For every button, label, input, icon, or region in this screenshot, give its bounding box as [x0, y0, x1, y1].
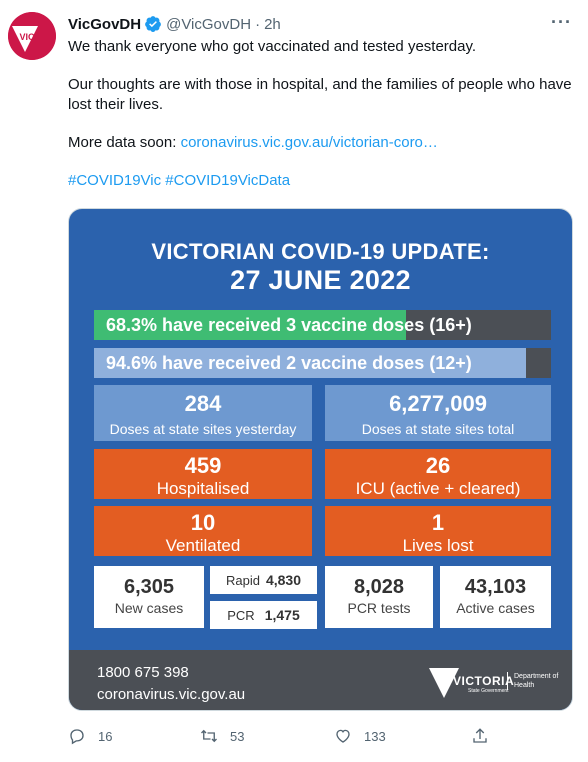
rapid-box: [210, 566, 317, 594]
vaccine-bar-2-doses: [94, 348, 551, 378]
timestamp[interactable]: 2h: [264, 15, 281, 33]
tweet-actions: [68, 724, 538, 748]
card-date: 27 JUNE 2022: [230, 265, 411, 295]
ventilated-value: 10: [190, 510, 216, 535]
like-button[interactable]: [334, 727, 386, 745]
retweet-count: 53: [230, 728, 245, 744]
icu-value: 26: [425, 453, 451, 478]
doses-yesterday-caption: Doses at state sites yesterday: [109, 421, 297, 437]
tweet-hashtags: [68, 171, 572, 191]
doses-yesterday-box: [94, 385, 312, 441]
like-count: 133: [364, 728, 386, 744]
handle[interactable]: @VicGovDH: [166, 15, 252, 33]
hashtag-covid19vicdata[interactable]: #COVID19VicData: [165, 172, 291, 189]
tweet-line-3: [68, 133, 572, 153]
avatar-text: VIC: [19, 32, 35, 42]
tweet-header: [68, 14, 572, 34]
more-options-icon[interactable]: ···: [551, 12, 572, 32]
pcr-value: 1,475: [264, 607, 300, 623]
pcr-tests-caption: PCR tests: [347, 600, 411, 616]
tweet-line-2: Our thoughts are with those in hospital, and the families of people who have lost their lives.: [68, 76, 572, 113]
card-title: VICTORIAN COVID-19 UPDATE:: [151, 239, 490, 264]
hashtag-covid19vic[interactable]: #COVID19Vic: [68, 172, 162, 189]
pcr-box: [210, 601, 317, 629]
tweet-text: [68, 37, 572, 191]
vic-logo-icon: [8, 12, 56, 60]
separator-dot: ·: [255, 15, 261, 33]
active-cases-box: [440, 566, 551, 628]
retweet-button[interactable]: [200, 727, 244, 745]
tweet-link[interactable]: coronavirus.vic.gov.au/victorian-coro…: [180, 134, 438, 151]
new-cases-box: [94, 566, 204, 628]
icu-caption: ICU (active + cleared): [355, 479, 521, 498]
lives-lost-caption: Lives lost: [402, 536, 474, 555]
verified-badge-icon: [144, 15, 162, 33]
display-name[interactable]: VicGovDH: [68, 15, 142, 33]
doses-total-box: [325, 385, 551, 441]
rapid-value: 4,830: [265, 572, 301, 588]
pcr-tests-box: [325, 566, 433, 628]
pcr-label: PCR: [227, 607, 255, 623]
covid-update-image[interactable]: [68, 208, 573, 711]
retweet-icon: [200, 727, 218, 745]
new-cases-caption: New cases: [114, 600, 184, 616]
footer-url: coronavirus.vic.gov.au: [97, 686, 246, 703]
reply-icon: [68, 727, 86, 745]
heart-icon: [334, 727, 352, 745]
reply-button[interactable]: [68, 727, 112, 745]
ventilated-caption: Ventilated: [165, 536, 241, 555]
vaccine-bar-2-doses-label: 94.6% have received 2 vaccine doses (12+): [106, 353, 472, 373]
tweet-line-1: We thank everyone who got vaccinated and tested yesterday.: [68, 38, 477, 55]
more-data-text: More data soon:: [68, 134, 177, 151]
rapid-label: Rapid: [225, 572, 260, 588]
footer-logo-sub: State Government: [468, 688, 509, 694]
doses-total-value: 6,277,009: [389, 391, 487, 416]
card-footer: [69, 650, 572, 710]
new-cases-value: 6,305: [123, 576, 175, 598]
hospitalised-caption: Hospitalised: [156, 479, 250, 498]
footer-logo-text: VICTORIA: [453, 674, 515, 688]
footer-dept: Department of Health: [507, 672, 559, 690]
ventilated-box: [94, 506, 312, 556]
footer-phone: 1800 675 398: [97, 664, 189, 681]
doses-total-caption: Doses at state sites total: [361, 421, 515, 437]
icu-box: [325, 449, 551, 499]
reply-count: 16: [98, 728, 113, 744]
lives-lost-box: [325, 506, 551, 556]
share-button[interactable]: [471, 727, 489, 745]
hospitalised-value: 459: [184, 453, 222, 478]
share-icon: [471, 727, 489, 745]
hospitalised-box: [94, 449, 312, 499]
vaccine-bar-3-doses-label: 68.3% have received 3 vaccine doses (16+): [106, 315, 472, 335]
avatar[interactable]: [8, 12, 56, 60]
vaccine-bar-3-doses: [94, 310, 551, 340]
active-cases-value: 43,103: [464, 576, 527, 598]
doses-yesterday-value: 284: [184, 391, 222, 416]
lives-lost-value: 1: [431, 510, 445, 535]
pcr-tests-value: 8,028: [353, 576, 405, 598]
active-cases-caption: Active cases: [456, 600, 535, 616]
